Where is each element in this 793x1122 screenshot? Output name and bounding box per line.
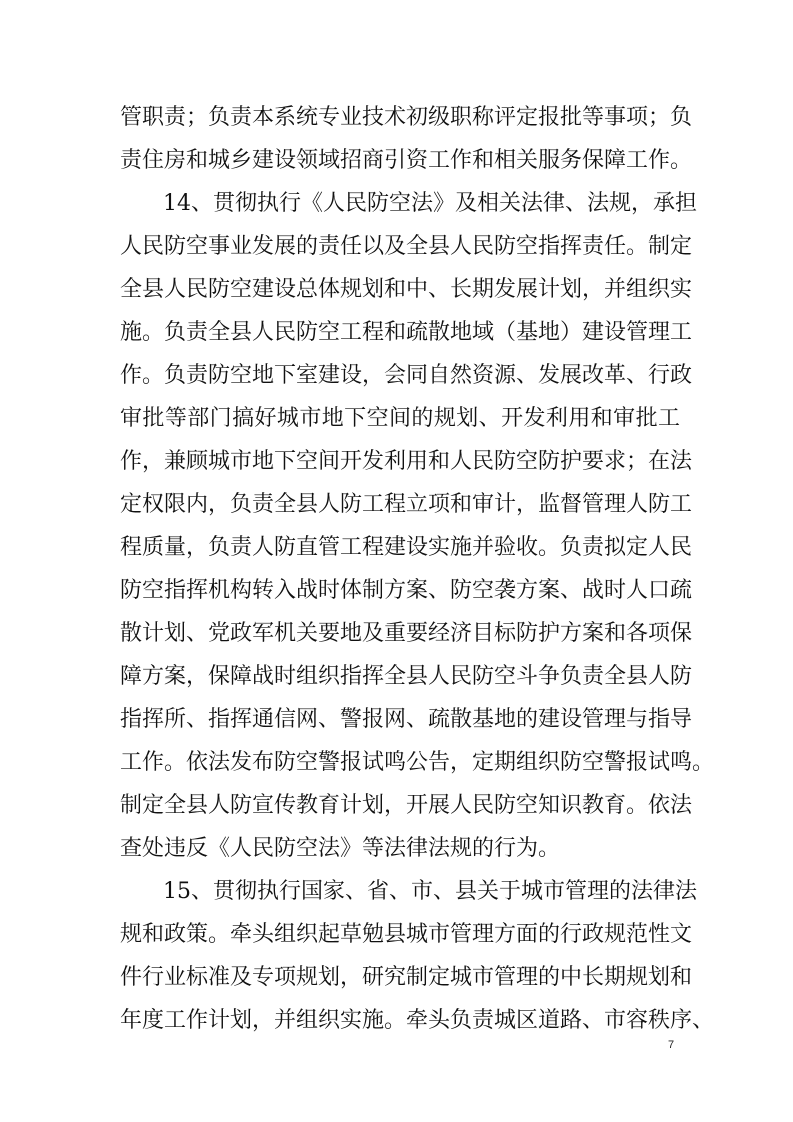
text-line: 指挥所、指挥通信网、警报网、疏散基地的建设管理与指导 — [120, 707, 693, 732]
text-line: 散计划、党政军机关要地及重要经济目标防护方案和各项保 — [120, 621, 693, 646]
text-line: 作，兼顾城市地下空间开发利用和人民防空防护要求；在法 — [120, 449, 693, 474]
text-line: 作。负责防空地下室建设，会同自然资源、发展改革、行政 — [120, 363, 693, 388]
text-line: 人民防空事业发展的责任以及全县人民防空指挥责任。制定 — [120, 234, 693, 259]
text-line: 责住房和城乡建设领域招商引资工作和相关服务保障工作。 — [120, 148, 693, 173]
text-line: 件行业标准及专项规划，研究制定城市管理的中长期规划和 — [120, 965, 693, 990]
text-line: 工作。依法发布防空警报试鸣公告，定期组织防空警报试鸣。 — [120, 750, 715, 775]
text-line: 制定全县人防宣传教育计划，开展人民防空知识教育。依法 — [120, 793, 693, 818]
text-line: 查处违反《人民防空法》等法律法规的行为。 — [120, 836, 561, 861]
text-line: 14、贯彻执行《人民防空法》及相关法律、法规，承担 — [163, 191, 697, 216]
text-line: 定权限内，负责全县人防工程立项和审计，监督管理人防工 — [120, 492, 693, 517]
text-line: 程质量，负责人防直管工程建设实施并验收。负责拟定人民 — [120, 535, 693, 560]
text-line: 防空指挥机构转入战时体制方案、防空袭方案、战时人口疏 — [120, 578, 693, 603]
text-line: 全县人民防空建设总体规划和中、长期发展计划，并组织实 — [120, 277, 693, 302]
text-line: 年度工作计划，并组织实施。牵头负责城区道路、市容秩序、 — [120, 1008, 715, 1033]
text-line: 审批等部门搞好城市地下空间的规划、开发利用和审批工 — [120, 406, 680, 431]
page-number: 7 — [668, 1039, 675, 1051]
text-line: 管职责；负责本系统专业技术初级职称评定报批等事项；负 — [120, 105, 693, 130]
text-line: 障方案，保障战时组织指挥全县人民防空斗争负责全县人防 — [120, 664, 693, 689]
text-line: 规和政策。牵头组织起草勉县城市管理方面的行政规范性文 — [120, 922, 693, 947]
text-line: 15、贯彻执行国家、省、市、县关于城市管理的法律法 — [163, 879, 697, 904]
text-line: 施。负责全县人民防空工程和疏散地域（基地）建设管理工 — [120, 320, 693, 345]
